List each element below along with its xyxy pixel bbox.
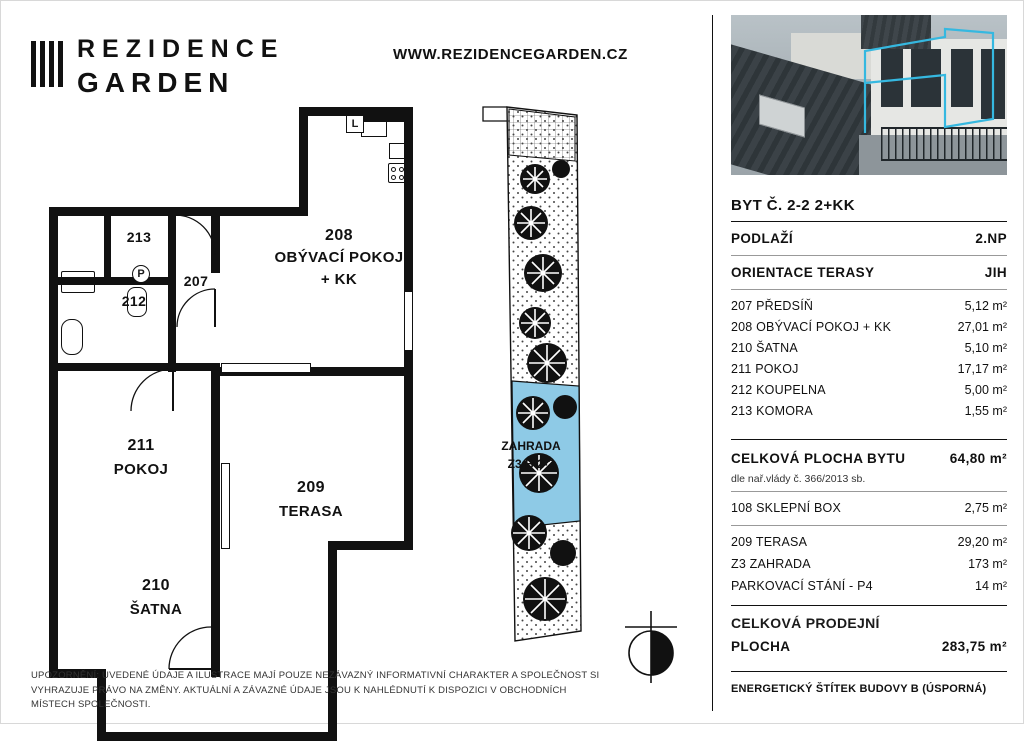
floor-value: 2.NP — [975, 231, 1007, 246]
floor-row — [731, 231, 1007, 246]
unit-title: BYT Č. 2-2 2+KK — [731, 197, 855, 214]
marker-l: L — [346, 115, 364, 133]
room-name: 213 KOMORA — [731, 404, 813, 418]
orientation-label: ORIENTACE TERASY — [731, 265, 875, 280]
room-label-213: 213 — [126, 229, 152, 245]
extra-name: 108 SKLEPNÍ BOX — [731, 501, 842, 515]
compass-icon — [621, 611, 681, 683]
table-row — [731, 557, 1007, 571]
room-label-208-name: OBÝVACÍ POKOJ — [274, 249, 404, 266]
orientation-row — [731, 265, 1007, 280]
website-url: WWW.REZIDENCEGARDEN.CZ — [393, 46, 628, 63]
building-photo — [731, 15, 1007, 175]
garden-plot-drawing — [471, 101, 591, 646]
table-row — [731, 299, 1007, 313]
room-label-207: 207 — [183, 273, 209, 289]
table-row — [731, 404, 1007, 418]
room-label-211-name: POKOJ — [113, 461, 169, 478]
total-flat-note: dle nař.vlády č. 366/2013 sb. — [731, 473, 866, 485]
door-icon — [167, 625, 213, 671]
outdoor-name: PARKOVACÍ STÁNÍ - P4 — [731, 579, 873, 593]
room-label-208-name2: + KK — [320, 271, 358, 288]
room-label-210-name: ŠATNA — [129, 601, 183, 618]
total-flat-row — [731, 451, 1007, 466]
room-name: 212 KOUPELNA — [731, 383, 826, 397]
room-area: 5,00 m² — [964, 383, 1007, 397]
room-label-212: 212 — [121, 293, 147, 309]
total-sale-label-2: PLOCHA — [731, 639, 791, 654]
room-label-209-name: TERASA — [278, 503, 344, 520]
garden-label-line1: ZAHRADA — [501, 439, 561, 453]
outdoor-name: Z3 ZAHRADA — [731, 557, 811, 571]
door-icon — [173, 213, 217, 257]
brand-line2: GARDEN — [77, 67, 235, 98]
vertical-divider — [712, 15, 713, 711]
room-name: 207 PŘEDSÍŇ — [731, 299, 814, 313]
room-label-209-num: 209 — [297, 479, 325, 496]
total-flat-label: CELKOVÁ PLOCHA BYTU — [731, 451, 906, 466]
disclaimer-text: UPOZORNĚNÍ: UVEDENÉ ÚDAJE A ILUSTRACE MAJÍ POUZE NEZÁVAZNÝ INFORMATIVNÍ CHARAKTER A SPOLEČNOST SI VYHRAZUJE PRÁVO NA ZMĚNY. AKTUÁLNÍ A ZÁVAZNÉ ÚDAJE JSOU K NAHLÉDNUTÍ K DISPOZICI V OBCHODNÍCH MÍSTECH SPOLEČNOSTI. — [31, 670, 600, 711]
room-area: 5,12 m² — [964, 299, 1007, 313]
outdoor-area: 29,20 m² — [957, 535, 1007, 549]
table-row — [731, 501, 1007, 515]
floor-plan-drawing — [31, 101, 421, 646]
total-sale-label-1: CELKOVÁ PRODEJNÍ — [731, 615, 880, 631]
total-sale-value: 283,75 m² — [941, 639, 1007, 654]
table-row — [731, 535, 1007, 549]
brand-logo — [31, 37, 284, 97]
garden-svg — [471, 101, 591, 646]
table-row — [731, 341, 1007, 355]
room-label-208-num: 208 — [325, 227, 353, 244]
info-panel — [731, 15, 1007, 715]
room-label-210-num: 210 — [142, 577, 170, 594]
outdoor-area: 173 m² — [968, 557, 1007, 571]
room-name: 210 ŠATNA — [731, 341, 798, 355]
logo-bars-icon — [31, 41, 63, 87]
table-row — [731, 383, 1007, 397]
room-name: 208 OBÝVACÍ POKOJ + KK — [731, 320, 892, 334]
floor-label: PODLAŽÍ — [731, 231, 794, 246]
room-area: 27,01 m² — [957, 320, 1007, 334]
table-row — [731, 362, 1007, 376]
total-sale-row — [731, 639, 1007, 654]
marker-p: P — [132, 265, 150, 283]
room-area: 17,17 m² — [957, 362, 1007, 376]
orientation-value: JIH — [984, 265, 1007, 280]
left-panel — [1, 1, 713, 725]
table-row — [731, 579, 1007, 593]
room-name: 211 POKOJ — [731, 362, 799, 376]
table-row — [731, 320, 1007, 334]
room-label-211-num: 211 — [127, 437, 155, 454]
energy-label: ENERGETICKÝ ŠTÍTEK BUDOVY B (ÚSPORNÁ) — [731, 683, 987, 695]
room-area: 5,10 m² — [964, 341, 1007, 355]
room-area: 1,55 m² — [964, 404, 1007, 418]
total-flat-value: 64,80 m² — [949, 451, 1007, 466]
outdoor-area: 14 m² — [975, 579, 1007, 593]
extra-area: 2,75 m² — [964, 501, 1007, 515]
brand-line1: REZIDENCE — [77, 35, 285, 63]
door-icon — [175, 287, 217, 329]
unit-highlight-overlay — [731, 15, 1007, 175]
garden-label-line2: Z3 B 2-2 — [507, 457, 555, 471]
door-icon — [129, 367, 175, 413]
outdoor-name: 209 TERASA — [731, 535, 808, 549]
